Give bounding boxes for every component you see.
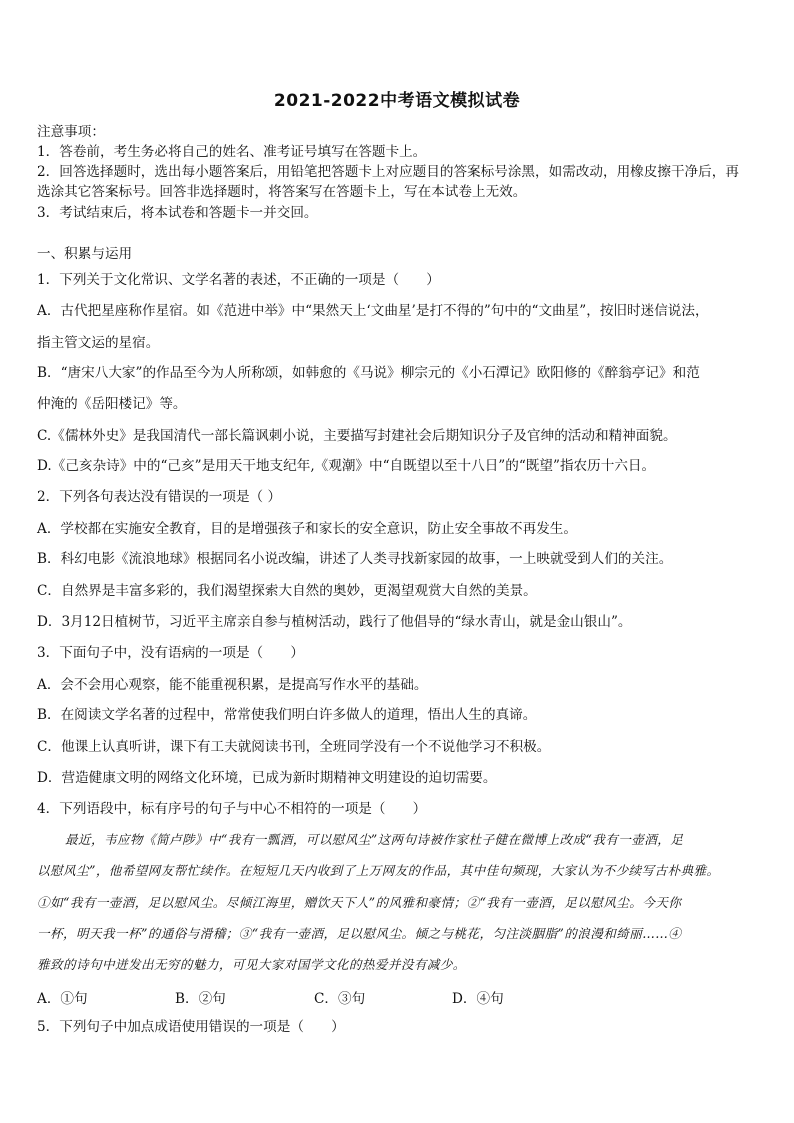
question-4-option-c: C．③句 [314,991,366,1007]
question-2-stem: 2．下列各句表达没有错误的一项是（ ） [37,489,282,505]
section-title: 一、积累与运用 [37,246,133,262]
notice-heading: 注意事项： [37,124,105,140]
question-1-option-a-cont: 指主管文运的星宿。 [37,335,160,351]
question-4-passage-line-3: ①如“我有一壶酒，足以慰风尘。尽倾江海里，赠饮天下人”的风雅和豪情；②“我有一壶酒，足以慰风尘。今天你 [37,895,682,910]
question-1-option-b-cont: 仲淹的《岳阳楼记》等。 [37,396,187,412]
question-3-option-b: B．在阅读文学名著的过程中，常常使我们明白许多做人的道理，悟出人生的真谛。 [37,707,537,723]
question-3-option-a: A．会不会用心观察，能不能重视积累，是提高写作水平的基础。 [37,677,428,693]
question-4-passage-line-2: 以慰风尘”，他希望网友帮忙续作。在短短几天内收到了上万网友的作品，其中佳句频现，大家认为不少续写古朴典雅。 [37,863,720,878]
question-4-option-b: B．②句 [175,991,226,1007]
question-2-option-d: D．3月12日植树节，习近平主席亲自参与植树活动，践行了他倡导的“绿水青山，就是金山银山”。 [37,614,632,630]
question-4-stem: 4．下列语段中，标有序号的句子与中心不相符的一项是（ ） [37,801,427,817]
page-title: 2021-2022中考语文模拟试卷 [273,91,521,111]
notice-line-2-cont: 选涂其它答案标号。回答非选择题时，将答案写在答题卡上，写在本试卷上无效。 [37,184,527,200]
question-3-option-d: D．营造健康文明的网络文化环境，已成为新时期精神文明建设的迫切需要。 [37,770,497,786]
question-4-passage-line-1: 最近，韦应物《简卢陟》中“我有一瓢酒，可以慰风尘”这两句诗被作家杜子健在微博上改成“我有一壶酒，足 [65,832,684,847]
question-2-option-c: C．自然界是丰富多彩的，我们渴望探索大自然的奥妙，更渴望观赏大自然的美景。 [37,583,537,599]
question-4-passage-line-4: 一杯，明天我一杯”的通俗与滑稽；③“我有一壶酒，足以慰风尘。倾之与桃花，匀注淡胭脂”的浪漫和绮丽……④ [37,926,682,941]
question-4-option-d: D．④句 [452,991,504,1007]
question-5-stem: 5．下列句子中加点成语使用错误的一项是（ ） [37,1019,345,1035]
notice-line-2: 2．回答选择题时，选出每小题答案后，用铅笔把答题卡上对应题目的答案标号涂黑，如需改动，用橡皮擦干净后，再 [37,164,739,180]
notice-line-3: 3．考试结束后，将本试卷和答题卡一并交回。 [37,205,318,221]
question-3-stem: 3．下面句子中，没有语病的一项是（ ） [37,645,304,661]
question-1-option-b: B．“唐宋八大家”的作品至今为人所称颂，如韩愈的《马说》柳宗元的《小石潭记》欧阳修的《醉翁亭记》和范 [37,365,700,381]
question-1-option-c: C.《儒林外史》是我国清代一部长篇讽刺小说，主要描写封建社会后期知识分子及官绅的活动和精神面貌。 [37,428,677,444]
notice-line-1: 1．答卷前，考生务必将自己的姓名、准考证号填写在答题卡上。 [37,144,427,160]
question-1-stem: 1．下列关于文化常识、文学名著的表述，不正确的一项是（ ） [37,272,440,288]
question-4-passage-line-5: 雅致的诗句中迸发出无穷的魅力，可见大家对国学文化的热爱并没有减少。 [37,957,466,972]
question-1-option-a: A．古代把星座称作星宿。如《范进中举》中“果然天上‘文曲星’是打不得的”句中的“文曲星”，按旧时迷信说法， [37,303,709,319]
question-1-option-d: D.《己亥杂诗》中的“己亥”是用天干地支纪年,《观潮》中“自既望以至十八日”的“既望”指农历十六日。 [37,458,656,474]
question-2-option-a: A．学校都在实施安全教育，目的是增强孩子和家长的安全意识，防止安全事故不再发生。 [37,521,577,537]
question-4-option-a: A．①句 [37,991,88,1007]
question-2-option-b: B．科幻电影《流浪地球》根据同名小说改编，讲述了人类寻找新家园的故事，一上映就受到人们的关注。 [37,551,673,567]
question-4-options [37,987,759,1007]
question-3-option-c: C．他课上认真听讲，课下有工夫就阅读书刊，全班同学没有一个不说他学习不积极。 [37,739,551,755]
